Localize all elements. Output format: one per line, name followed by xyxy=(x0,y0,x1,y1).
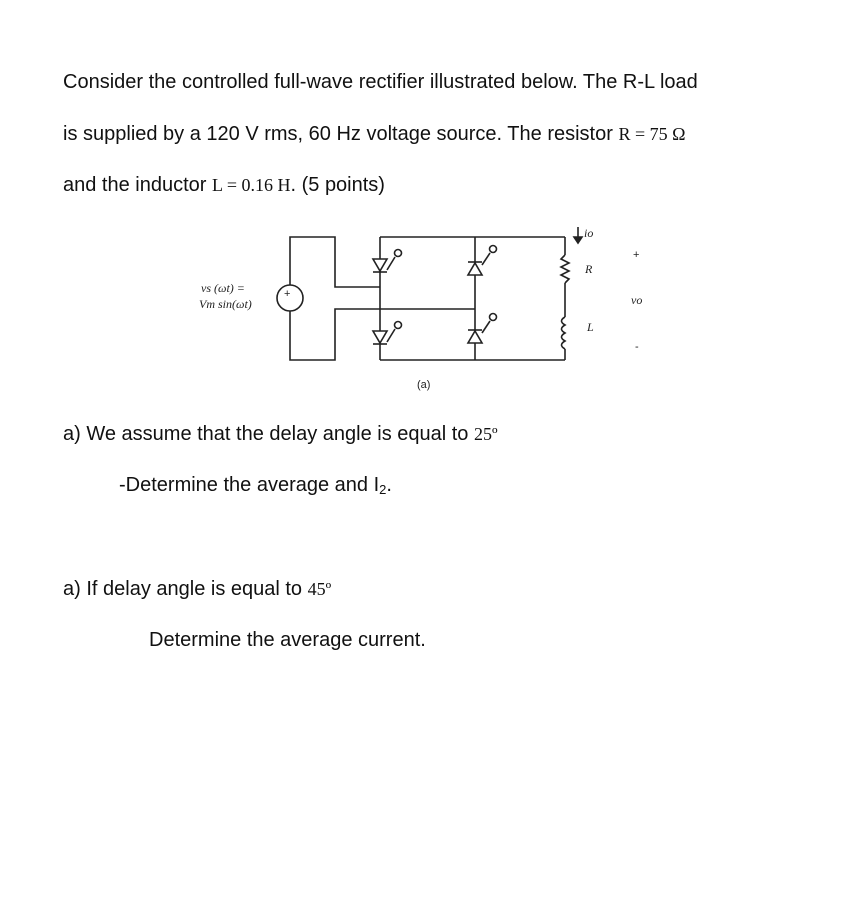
source-label-line-1: vs (ωt) = xyxy=(201,281,245,295)
part-a-line xyxy=(63,423,498,446)
resistor-equation: R = 75 Ω xyxy=(618,124,686,144)
problem-line-2 xyxy=(63,123,686,146)
current-label: io xyxy=(584,226,594,240)
output-minus: - xyxy=(635,341,639,353)
scr-2-icon xyxy=(373,322,402,345)
source-label-line-2: Vm sin(ωt) xyxy=(199,297,252,311)
output-voltage-label: vo xyxy=(631,293,643,307)
source-plus-sign: + xyxy=(284,288,291,300)
part-a-task-end: . xyxy=(386,474,392,496)
part-b-angle: 45º xyxy=(307,579,332,599)
problem-line-1: Consider the controlled full-wave rectifier illustrated below. The R-L load xyxy=(63,71,698,93)
rectifier-circuit-diagram xyxy=(195,225,665,400)
figure-caption: (a) xyxy=(417,379,431,391)
wire-source-top xyxy=(290,237,380,287)
part-a-task xyxy=(119,474,392,497)
inductor-equation: L = 0.16 H xyxy=(212,175,291,195)
problem-line-3-start: and the inductor xyxy=(63,174,207,196)
inductor-label: L xyxy=(587,320,594,334)
wire-source-bottom xyxy=(290,309,380,360)
part-b-task: Determine the average current. xyxy=(149,629,426,651)
resistor-label: R xyxy=(585,262,593,276)
scr-4-icon xyxy=(468,314,497,344)
problem-line-3-end: . (5 points) xyxy=(290,174,385,196)
part-b-line xyxy=(63,578,331,601)
current-arrow-icon xyxy=(574,237,582,243)
part-a-task-text: -Determine the average and I xyxy=(119,474,380,496)
scr-1-icon xyxy=(373,250,402,273)
output-plus: + xyxy=(633,249,640,261)
part-a-angle: 25º xyxy=(474,424,498,444)
scr-3-icon xyxy=(468,246,497,276)
problem-line-3 xyxy=(63,174,385,197)
part-a-text: a) We assume that the delay angle is equal to xyxy=(63,423,469,445)
problem-line-2-text: is supplied by a 120 V rms, 60 Hz voltage source. The resistor xyxy=(63,123,613,145)
part-a-task-subscript: 2 xyxy=(379,482,387,497)
inductor-icon xyxy=(562,317,566,349)
resistor-icon xyxy=(561,255,569,283)
part-b-text: a) If delay angle is equal to xyxy=(63,578,303,600)
